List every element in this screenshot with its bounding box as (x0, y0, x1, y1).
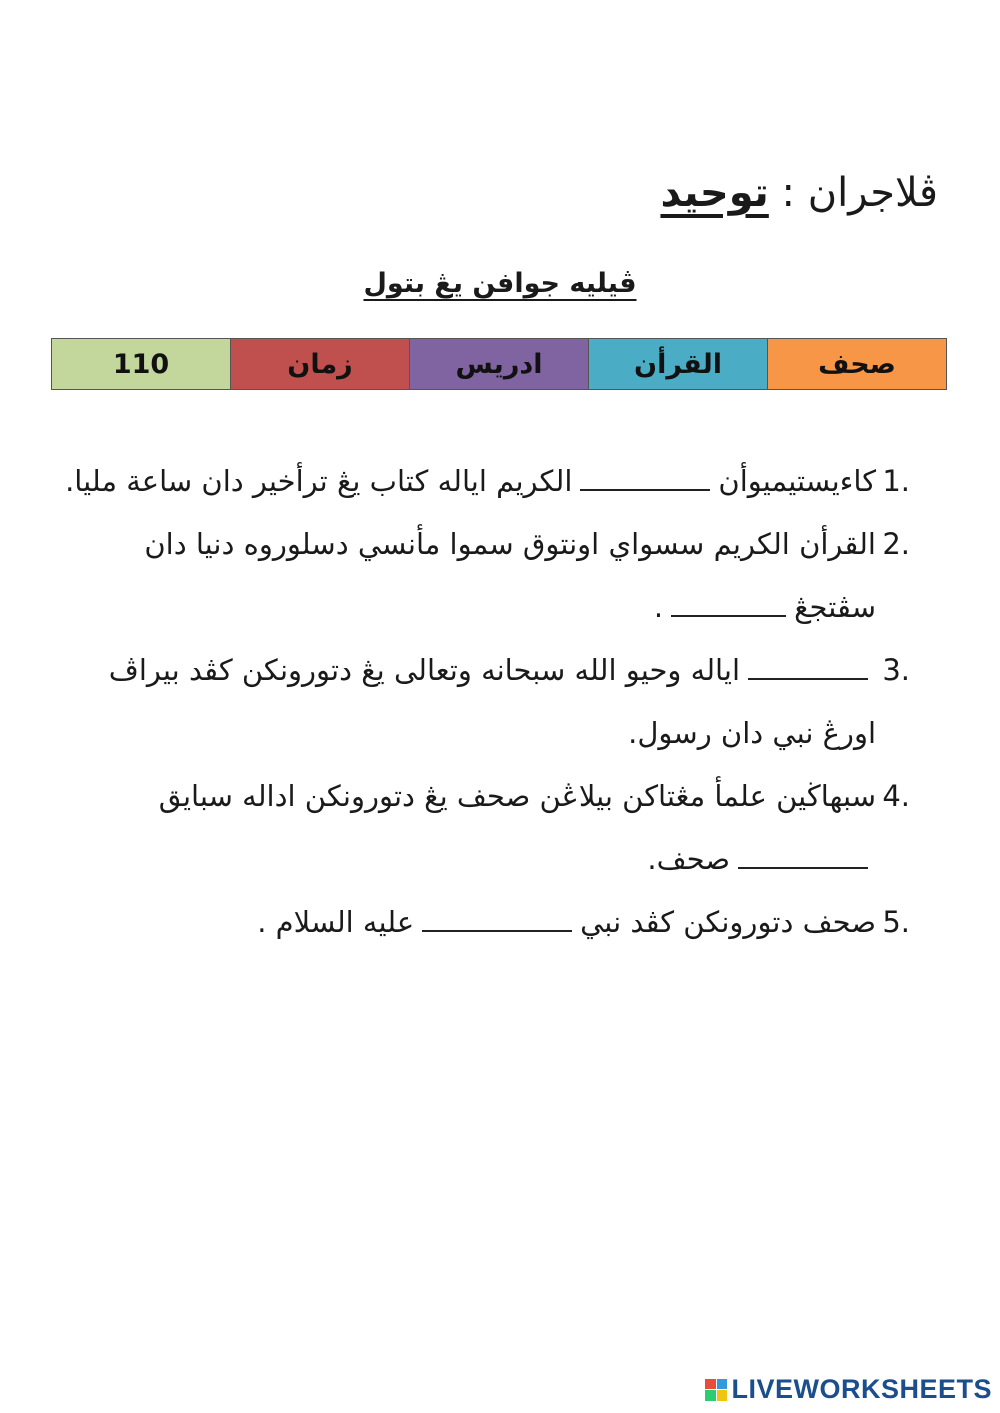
logo-square (705, 1379, 716, 1390)
question-text-after: الكريم اياله كتاب يڠ ترأخير دان ساعة مليا. (65, 464, 573, 498)
question-item (60, 891, 910, 954)
logo-square (717, 1379, 728, 1390)
question-number: 4. (882, 779, 910, 813)
word-bank-cell: 110 (52, 339, 230, 389)
question-text-before: كاءيستيميوأن (718, 464, 876, 498)
question-text-before: القرأن الكريم سسواي اونتوق سموا مأنسي دسلوروه دنيا دان سڤتجڠ (144, 527, 876, 624)
brand-footer (705, 1374, 992, 1405)
word-bank-cell: صحف (767, 339, 946, 389)
subject-label: ڤلاجران : (781, 170, 938, 216)
word-bank-cell: زمان (230, 339, 409, 389)
word-bank (51, 338, 947, 390)
question-list (60, 450, 910, 954)
question-item (60, 513, 910, 639)
question-text-after: . (653, 590, 664, 624)
word-bank-cell: القرأن (588, 339, 767, 389)
question-text-after: صحف. (647, 842, 730, 876)
question-text-before: سبهاڬين علمأ مڠتاكن بيلاڠن صحف يڠ دتورونكن اداله سبايق (158, 779, 876, 813)
question-number: 3. (882, 653, 910, 687)
question-text-after: اياله وحيو الله سبحانه وتعالى يڠ دتورونكن كڤد بيراڤ اورڠ نبي دان رسول. (108, 653, 876, 750)
answer-blank[interactable] (422, 929, 572, 932)
answer-blank[interactable] (671, 614, 786, 617)
question-number: 1. (882, 464, 910, 498)
answer-blank[interactable] (738, 866, 868, 869)
question-text-before: صحف دتورونكن كڤد نبي (580, 905, 876, 939)
logo-square (717, 1390, 728, 1401)
brand-name: LIVEWORKSHEETS (731, 1374, 992, 1404)
question-number: 2. (882, 527, 910, 561)
word-bank-cell: ادريس (409, 339, 588, 389)
instruction-title: ڤيليه جوافن يڠ بتول (363, 268, 637, 299)
liveworksheets-logo-icon (705, 1379, 727, 1401)
question-item (60, 450, 910, 513)
subject-heading (660, 170, 938, 216)
question-text-after: عليه السلام . (257, 905, 415, 939)
question-item (60, 765, 910, 891)
subject-topic: توحيد (660, 170, 769, 216)
question-item (60, 639, 910, 765)
answer-blank[interactable] (580, 488, 710, 491)
answer-blank[interactable] (748, 677, 868, 680)
logo-square (705, 1390, 716, 1401)
question-number: 5. (882, 905, 910, 939)
